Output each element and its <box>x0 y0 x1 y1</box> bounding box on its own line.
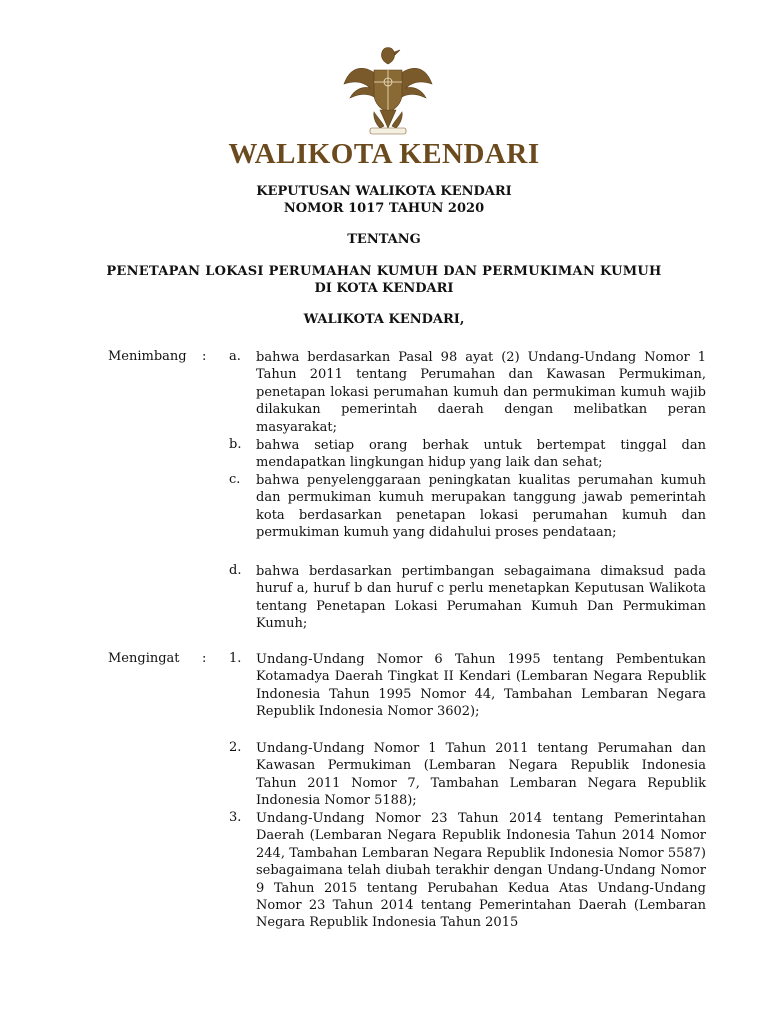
mengingat-label: Mengingat <box>108 651 180 666</box>
decree-tentang: TENTANG <box>347 232 421 247</box>
mengingat-marker-1: 1. <box>229 651 242 666</box>
mengingat-marker-2: 2. <box>229 740 242 755</box>
menimbang-marker-c: c. <box>229 472 241 487</box>
menimbang-item-c: bahwa penyelenggaraan peningkatan kualitas perumahan kumuh dan permukiman kumuh merupakan tanggung jawab pemerintah kota berdasarkan penetapan lokasi perumahan kumuh dan permukiman kumuh yang didahului proses pendataan; <box>256 473 706 541</box>
decree-issuer: WALIKOTA KENDARI, <box>303 312 465 327</box>
menimbang-colon: : <box>202 349 207 364</box>
garuda-emblem-icon <box>340 44 436 136</box>
decree-subject-line2: DI KOTA KENDARI <box>314 281 454 296</box>
menimbang-item-b: bahwa setiap orang berhak untuk bertempat tinggal dan mendapatkan lingkungan hidup yang laik dan sehat; <box>256 438 706 471</box>
mengingat-item-1: Undang-Undang Nomor 6 Tahun 1995 tentang Pembentukan Kotamadya Daerah Tingkat II Kendari (Lembaran Negara Republik Indonesia Tahun 1995 Nomor 44, Tambahan Lembaran Negara Republik Indonesia Nomor 3602); <box>256 652 706 720</box>
decree-subject-line1: PENETAPAN LOKASI PERUMAHAN KUMUH DAN PERMUKIMAN KUMUH <box>106 264 662 279</box>
menimbang-marker-a: a. <box>229 349 241 364</box>
decree-number: NOMOR 1017 TAHUN 2020 <box>283 201 485 216</box>
menimbang-item-a: bahwa berdasarkan Pasal 98 ayat (2) Undang-Undang Nomor 1 Tahun 2011 tentang Perumahan dan Kawasan Permukiman, penetapan lokasi perumahan kumuh dan permukiman kumuh wajib dilakukan pemerintah daerah dengan melibatkan peran masyarakat; <box>256 350 706 435</box>
brand-title: WALIKOTA KENDARI <box>228 138 540 170</box>
menimbang-label: Menimbang <box>108 349 187 364</box>
mengingat-colon: : <box>202 651 207 666</box>
menimbang-marker-d: d. <box>229 563 242 578</box>
mengingat-item-3: Undang-Undang Nomor 23 Tahun 2014 tentang Pemerintahan Daerah (Lembaran Negara Republik Indonesia Tahun 2014 Nomor 244, Tambahan Lembaran Negara Republik Indonesia Nomor 5587) sebagaimana telah diubah terakhir dengan Undang-Undang Nomor 9 Tahun 2015 tentang Perubahan Kedua Atas Undang-Undang Nomor 23 Tahun 2014 tentang Pemerintahan Daerah (Lembaran Negara Republik Indonesia Tahun 2015 <box>256 811 706 931</box>
mengingat-item-2: Undang-Undang Nomor 1 Tahun 2011 tentang Perumahan dan Kawasan Permukiman (Lembaran Negara Republik Indonesia Tahun 2011 Nomor 7, Tambahan Lembaran Negara Republik Indonesia Nomor 5188); <box>256 741 706 809</box>
menimbang-marker-b: b. <box>229 437 242 452</box>
mengingat-marker-3: 3. <box>229 810 242 825</box>
menimbang-item-d: bahwa berdasarkan pertimbangan sebagaimana dimaksud pada huruf a, huruf b dan huruf c perlu menetapkan Keputusan Walikota tentang Penetapan Lokasi Perumahan Kumuh Dan Permukiman Kumuh; <box>256 564 706 632</box>
decree-title: KEPUTUSAN WALIKOTA KENDARI <box>256 184 512 199</box>
